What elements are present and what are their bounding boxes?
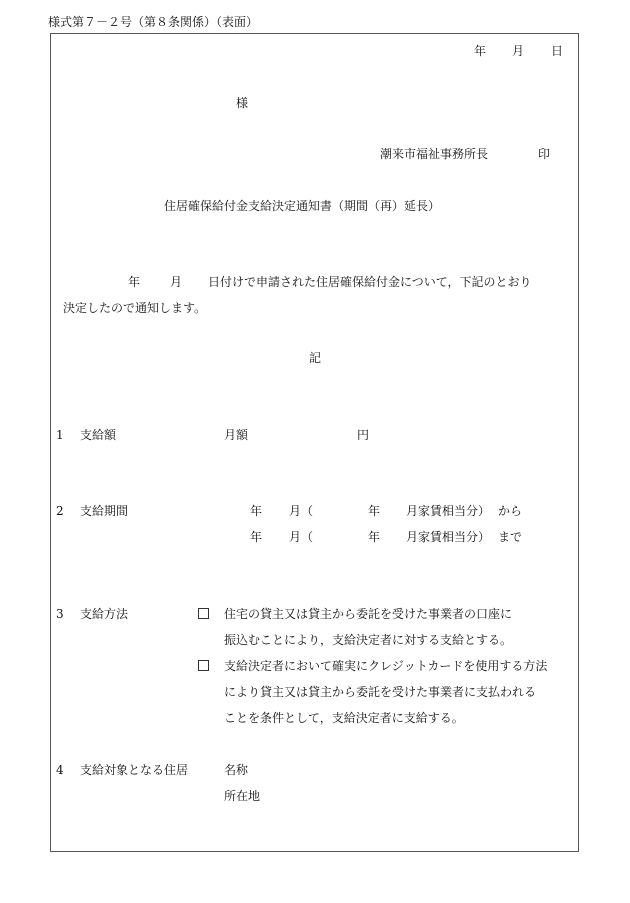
ki-heading: 記 [309,351,322,365]
issuer-seal: 印 [538,147,551,161]
item-2-number: 2 [56,504,64,518]
method-option1-line2: 振込むことにより，支給決定者に対する支給とする。 [224,633,513,647]
document-title: 住居確保給付金支給決定通知書（期間（再）延長） [164,199,441,213]
item-3-number: 3 [56,607,64,621]
monthly-amount-label: 月額 [224,428,249,442]
period-row2-year: 年 [250,530,263,544]
item-1-label: 支給額 [80,428,117,442]
document-frame [50,33,579,852]
issuer-name: 潮来市福祉事務所長 [380,147,489,161]
item-3-label: 支給方法 [80,607,129,621]
item-1-number: 1 [56,428,64,442]
form-number: 様式第７－２号（第８条関係）（表面） [48,15,259,29]
date-year: 年 [474,44,487,58]
period-row1-tail: から [498,504,523,518]
period-row2-year2: 年 [368,530,381,544]
body-line2: 決定したので通知します。 [63,301,207,315]
period-row1-year: 年 [250,504,263,518]
method-option2-line1: 支給決定者において確実にクレジットカードを使用する方法 [224,659,548,673]
method-option1-line1: 住宅の貸主又は貸主から委託を受けた事業者の口座に [224,607,513,621]
body-line1: 日付けで申請された住居確保給付金について，下記のとおり [208,275,532,289]
body-year: 年 [128,275,141,289]
date-month: 月 [512,44,525,58]
method-option2-line3: ことを条件として，支給決定者に支給する。 [224,711,464,725]
residence-address-label: 所在地 [224,789,261,803]
period-row1-month: 月（ [289,504,314,518]
yen-unit: 円 [357,428,370,442]
residence-name-label: 名称 [224,763,249,777]
method-option2-checkbox[interactable] [198,660,209,673]
item-2-label: 支給期間 [80,504,129,518]
period-row2-month: 月（ [289,530,314,544]
period-row1-rent: 月家賃相当分） [406,504,491,518]
body-month: 月 [170,275,183,289]
method-option1-checkbox[interactable] [198,608,209,621]
period-row1-year2: 年 [368,504,381,518]
period-row2-rent: 月家賃相当分） [406,530,491,544]
recipient-honorific: 様 [236,96,249,110]
period-row2-tail: まで [498,530,523,544]
item-4-label: 支給対象となる住居 [80,763,189,777]
date-day: 日 [551,44,564,58]
item-4-number: 4 [56,763,64,777]
method-option2-line2: により貸主又は貸主から委託を受けた事業者に支払われる [224,685,537,699]
